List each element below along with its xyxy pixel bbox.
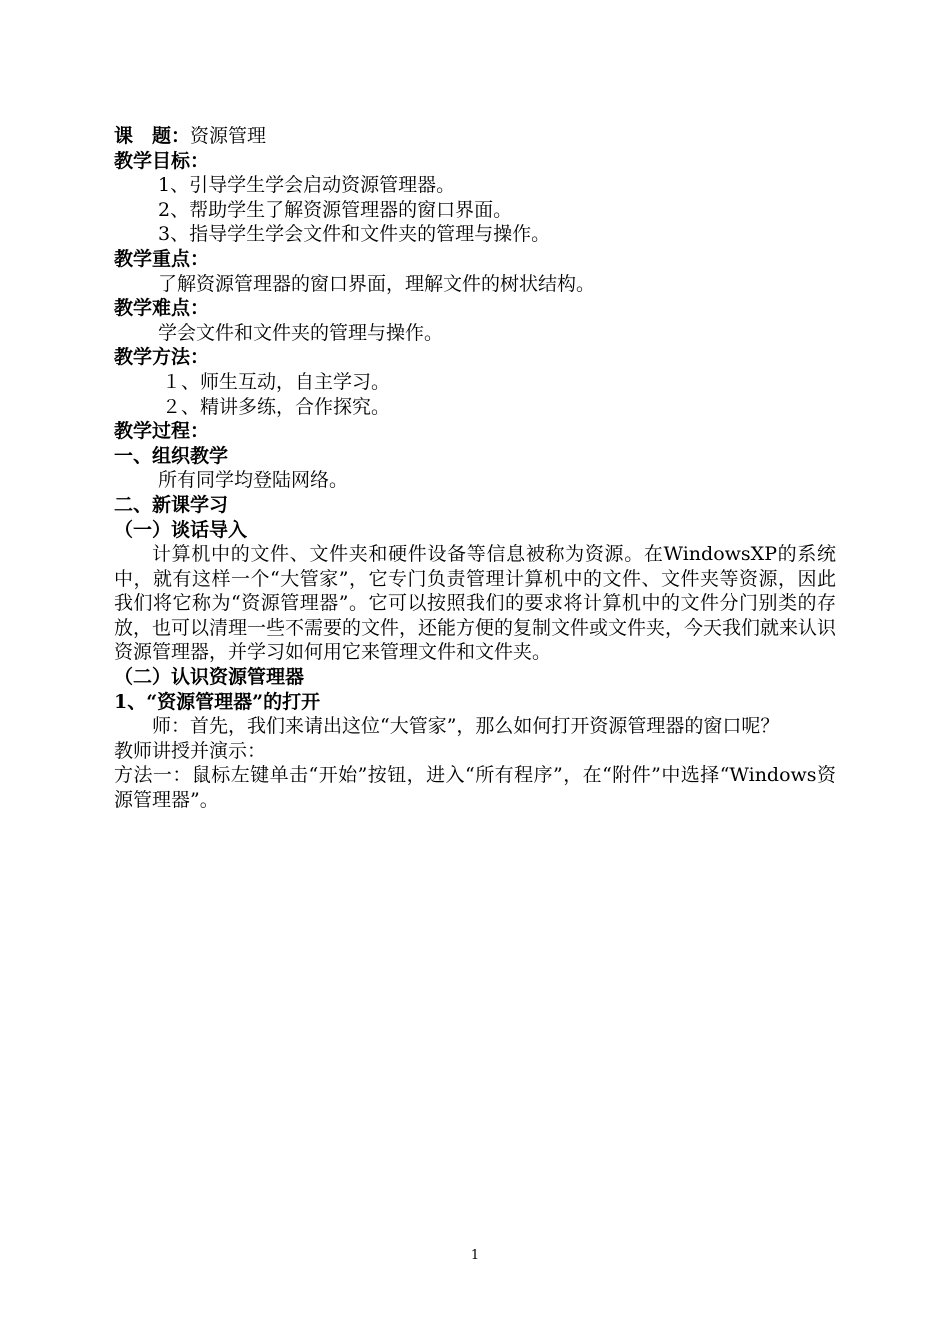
sub1-heading: （一）谈话导入 — [114, 518, 248, 541]
difficulties-heading: 教学难点： — [114, 297, 210, 320]
item1-heading: 1、“资源管理器”的打开 — [114, 690, 321, 713]
lesson-title-line — [114, 124, 836, 149]
objective-item: 3、指导学生学会文件和文件夹的管理与操作。 — [158, 223, 551, 246]
process-heading: 教学过程： — [114, 420, 210, 443]
sub1-paragraph: 计算机中的文件、文件夹和硬件设备等信息被称为资源。在WindowsXP的系统中，就有这样一个“大管家”，它专门负责管理计算机中的文件、文件夹等资源，因此我们将它称为“资源管理器”。它可以按照我们的要求将计算机中的文件分门别类的存放，也可以清理一些不需要的文件，还能方便的复制文件或文件夹，今天我们就来认识资源管理器，并学习如何用它来管理文件和文件夹。 — [114, 543, 837, 664]
objectives-heading: 教学目标： — [114, 149, 210, 172]
method1-paragraph: 方法一：鼠标左键单击“开始”按钮，进入“所有程序”，在“附件”中选择“Windows资源管理器”。 — [114, 764, 836, 812]
key-points-text: 了解资源管理器的窗口界面，理解文件的树状结构。 — [158, 272, 596, 295]
sub2-heading: （二）认识资源管理器 — [114, 666, 305, 689]
section2-heading: 二、新课学习 — [114, 493, 229, 516]
page-number: 1 — [470, 1248, 480, 1263]
key-points-heading: 教学重点： — [114, 247, 210, 270]
document-body — [114, 124, 836, 813]
lesson-title: 资源管理 — [190, 125, 267, 147]
method-item: ２、精讲多练，合作探究。 — [162, 395, 391, 418]
teacher-paragraph: 师：首先，我们来请出这位“大管家”，那么如何打开资源管理器的窗口呢？ — [152, 715, 780, 738]
method-item: １、师生互动，自主学习。 — [162, 370, 391, 393]
demo-text: 教师讲授并演示： — [114, 739, 267, 762]
objective-item: 1、引导学生学会启动资源管理器。 — [158, 174, 456, 197]
section1-text: 所有同学均登陆网络。 — [158, 469, 349, 492]
methods-heading: 教学方法： — [114, 346, 210, 369]
section1-heading: 一、组织教学 — [114, 444, 229, 467]
difficulties-text: 学会文件和文件夹的管理与操作。 — [158, 321, 444, 344]
objective-item: 2、帮助学生了解资源管理器的窗口界面。 — [158, 198, 513, 221]
lesson-title-label: 课 题： — [114, 125, 191, 147]
